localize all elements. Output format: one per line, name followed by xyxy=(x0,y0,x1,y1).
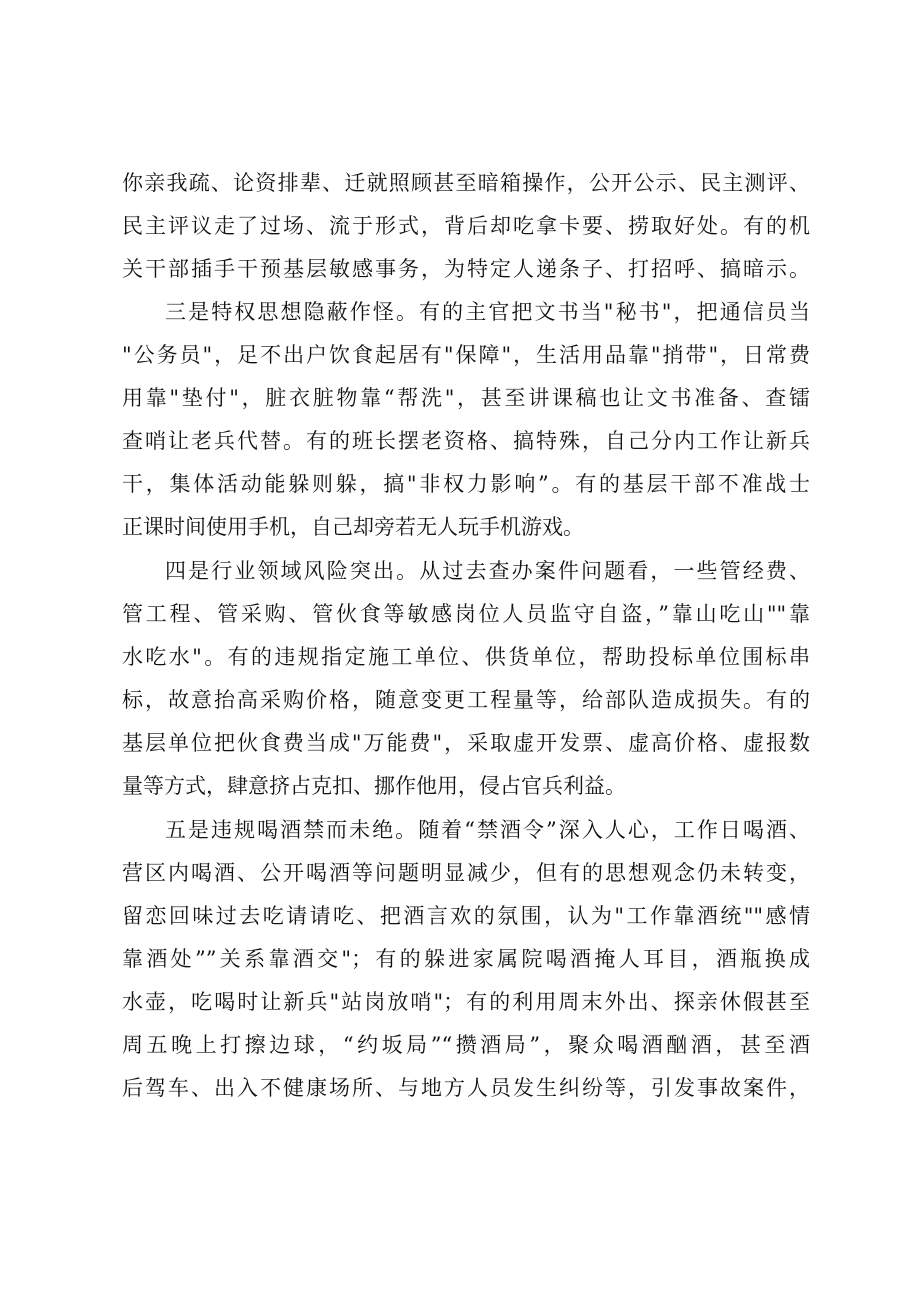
paragraph-first-line: 四是行业领域风险突出。从过去查办案件问题看，一些管经费、 xyxy=(165,559,810,583)
text-line: 用靠"垫付"，脏衣脏物靠“帮洗"，甚至讲课稿也让文书准备、查镭 xyxy=(122,386,810,410)
text-line: 正课时间使用手机，自己却旁若无人玩手机游戏。 xyxy=(122,515,584,539)
text-line: 查哨让老兵代替。有的班长摆老资格、搞特殊，自己分内工作让新兵 xyxy=(122,429,810,453)
text-line: 后驾车、出入不健康场所、与地方人员发生纠纷等，引发事故案件， xyxy=(122,1076,810,1100)
text-line: 民主评议走了过场、流于形式，背后却吃拿卡要、捞取好处。有的机 xyxy=(122,214,810,238)
paragraph-first-line: 三是特权思想隐蔽作怪。有的主官把文书当"秘书"，把通信员当 xyxy=(165,300,810,324)
text-line: 水吃水"。有的违规指定施工单位、供货单位，帮助投标单位围标串 xyxy=(122,645,810,669)
text-line: 留恋回味过去吃请请吃、把酒言欢的氛围，认为"工作靠酒统""感情 xyxy=(122,904,810,928)
text-line: 水壶，吃喝时让新兵"站岗放哨"；有的利用周末外出、探亲休假甚至 xyxy=(122,990,810,1014)
text-line: 靠酒处””关系靠酒交"；有的躲进家属院喝酒掩人耳目，酒瓶换成 xyxy=(122,947,810,971)
text-line: 干，集体活动能躲则躲，搞"非权力影响”。有的基层干部不准战士 xyxy=(122,472,810,496)
text-line: 周五晚上打擦边球，“约坂局”“攒酒局”，聚众喝酒酗酒，甚至酒 xyxy=(122,1033,810,1057)
text-line: 营区内喝酒、公开喝酒等问题明显减少，但有的思想观念仍未转变， xyxy=(122,861,810,885)
text-line: 管工程、管采购、管伙食等敏感岗位人员监守自盗，”靠山吃山""靠 xyxy=(122,602,810,626)
text-line: "公务员"，足不出户饮食起居有"保障"，生活用品靠"捎带"，日常费 xyxy=(122,343,810,367)
text-line: 量等方式，肆意挤占克扣、挪作他用，侵占官兵利益。 xyxy=(122,774,626,798)
paragraph-first-line: 五是违规喝酒禁而未绝。随着“禁酒令”深入人心，工作日喝酒、 xyxy=(165,818,810,842)
text-line: 基层单位把伙食费当成"万能费"，采取虚开发票、虚高价格、虚报数 xyxy=(122,731,810,755)
text-line: 你亲我疏、论资排辈、迁就照顾甚至暗箱操作，公开公示、民主测评、 xyxy=(122,171,810,195)
text-line: 标，故意抬高采购价格，随意变更工程量等，给部队造成损失。有的 xyxy=(122,688,810,712)
text-line: 关干部插手干预基层敏感事务，为特定人递条子、打招呼、搞暗示。 xyxy=(122,257,810,281)
